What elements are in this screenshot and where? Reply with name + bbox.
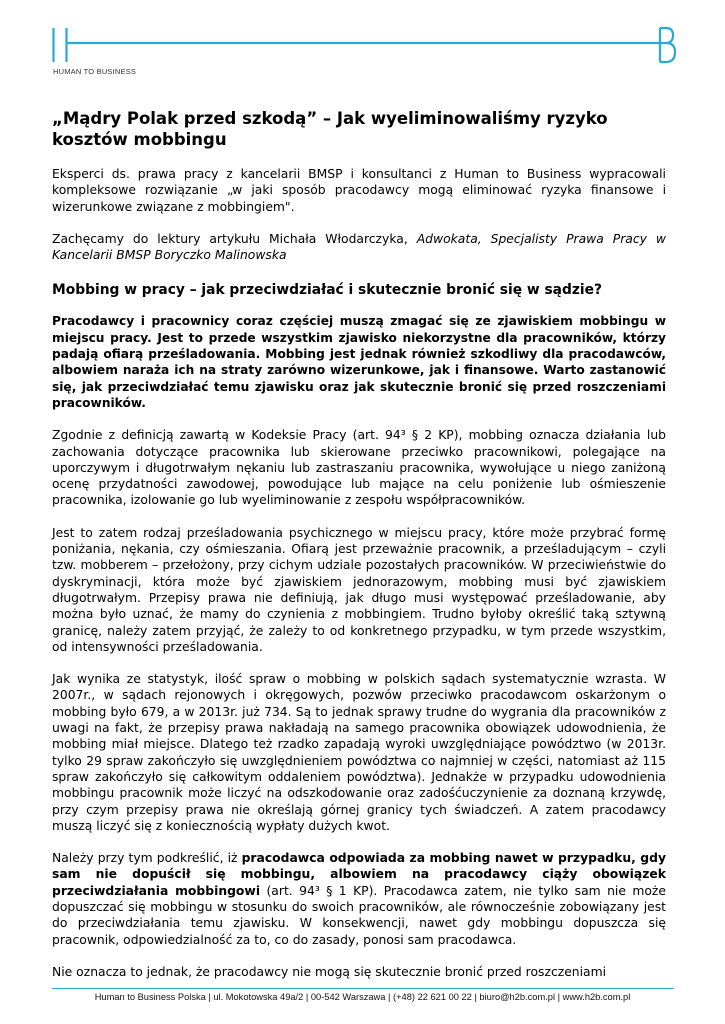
footer-divider (52, 988, 674, 989)
paragraph-definition: Zgodnie z definicją zawartą w Kodeksie Pracy (art. 94³ § 2 KP), mobbing oznacza działania lub zachowania dotyczące pracownika lub skierowane przeciwko pracownikowi, polegające na uporczywym i długotrwałym nękaniu lub zastraszaniu pracownika, wywołujące u niego zaniżoną ocenę przydatności zawodowej, powodujące lub mające na celu poniżenie lub ośmieszenie pracownika, izolowanie go lub wyeliminowanie z zespołu współpracowników. (52, 428, 666, 508)
logo-graphic (52, 26, 677, 66)
brand-name: HUMAN TO BUSINESS (53, 67, 137, 76)
section-heading: Mobbing w pracy – jak przeciwdziałać i skutecznie bronić się w sądzie? (52, 282, 602, 299)
liability-emphasis: pracodawca odpowiada za mobbing nawet w przypadku, gdy sam nie dopuścił się mobbingu, albowiem na pracodawcy ciąży obowiązek przeciwdziałania mobbingowi (52, 851, 666, 898)
article-title: „Mądry Polak przed szkodą” – Jak wyeliminowaliśmy ryzyko kosztów mobbingu (52, 109, 608, 149)
paragraph-continuation: Nie oznacza to jednak, że pracodawcy nie mogą się skutecznie bronić przed roszczeniami (52, 964, 607, 979)
paragraph-harassment: Jest to zatem rodzaj prześladowania psychicznego w miejscu pracy, które może przybrać formę poniżania, nękania, czy ośmieszania. Ofiarą jest przeważnie pracownik, a prześladującym – czyli tzw. mobberem – przełożony, przy cichym udziale pozostałych pracowników. W przeciwieństwie do dyskryminacji, która może być zjawiskiem jednorazowym, mobbing musi być zjawiskiem długotrwałym. Przepisy prawa nie definiują, jak długo musi występować prześladowanie, aby można było uznać, że mamy do czynienia z mobbingiem. Trudno byłoby określić taką sztywną granicę, należy zatem przyjąć, że zależy to od konkretnego przypadku, w tym przede wszystkim, od intensywności prześladowania. (52, 525, 666, 654)
footer-contact: Human to Business Polska | ul. Mokotowska 49a/2 | 00-542 Warszawa | (+48) 22 621 00 22 | biuro@h2b.com.pl | www.h2b.com.pl (94, 992, 631, 1002)
lead-paragraph: Pracodawcy i pracownicy coraz częściej muszą zmagać się ze zjawiskiem mobbingu w miejscu pracy. Jest to przede wszystkim zjawisko niekorzystne dla pracowników, którzy padają ofiarą prześladowania. Mobbing jest jednak również szkodliwy dla pracodawców, albowiem naraża ich na straty zarówno wizerunkowe, jak i finansowe. Warto zastanowić się, jak przeciwdziałać temu zjawisku oraz jak skutecznie bronić się przed roszczeniami pracowników. (52, 314, 666, 410)
author-credentials: Adwokata, Specjalisty Prawa Pracy w Kancelarii BMSP Boryczko Malinowska (52, 231, 666, 263)
paragraph-statistics: Jak wynika ze statystyk, ilość spraw o mobbing w polskich sądach systematycznie wzrasta. W 2007r., w sądach rejonowych i okręgowych, pozwów przeciwko pracodawcom oskarżonym o mobbing było 679, a w 2013r. już 734. Są to jednak sprawy trudne do wygrania dla pracowników z uwagi na fakt, że przepisy prawa nakładają na samego pracownika obowiązek udowodnienia, że mobbing miał miejsce. Dlatego też rzadko zapadają wyroki uwzględniające powództwo (w 2013r. tylko 29 spraw zakończyło się uwzględnieniem powództwa co najmniej w części, natomiast aż 115 spraw zakończyło się całkowitym oddaleniem powództwa). Jednakże w przypadku udowodnienia mobbingu pracownik może liczyć na odszkodowanie oraz zadośćuczynienie za doznaną krzywdę, przy czym przepisy prawa nie określają górnej granicy tych świadczeń. A zatem pracodawcy muszą liczyć się z koniecznością wypłaty dużych kwot. (52, 672, 666, 833)
intro-paragraph: Eksperci ds. prawa pracy z kancelarii BMSP i konsultanci z Human to Business wypracowali kompleksowe rozwiązanie „w jaki sposób pracodawcy mogą eliminować ryzyka finansowe i wizerunkowe związane z mobbingiem". (52, 167, 666, 214)
article (52, 108, 666, 996)
invitation-text: Zachęcamy do lektury artykułu Michała Włodarczyka, (52, 231, 417, 246)
company-logo (52, 26, 677, 82)
paragraph-employer-liability (52, 850, 666, 948)
liability-text-start: Należy przy tym podkreślić, iż (52, 851, 242, 866)
reading-invitation (52, 231, 666, 264)
liability-text-end: (art. 94³ § 1 KP). Pracodawca zatem, nie tylko sam nie może dopuszczać się mobbingu w stosunku do swoich pracowników, ale równocześnie zobowiązany jest do przeciwdziałania temu zjawisku. W konsekwencji, nawet gdy mobbingu dopuszcza się pracownik, odpowiedzialność za to, co do zasady, ponosi sam pracodawca. (52, 883, 666, 947)
